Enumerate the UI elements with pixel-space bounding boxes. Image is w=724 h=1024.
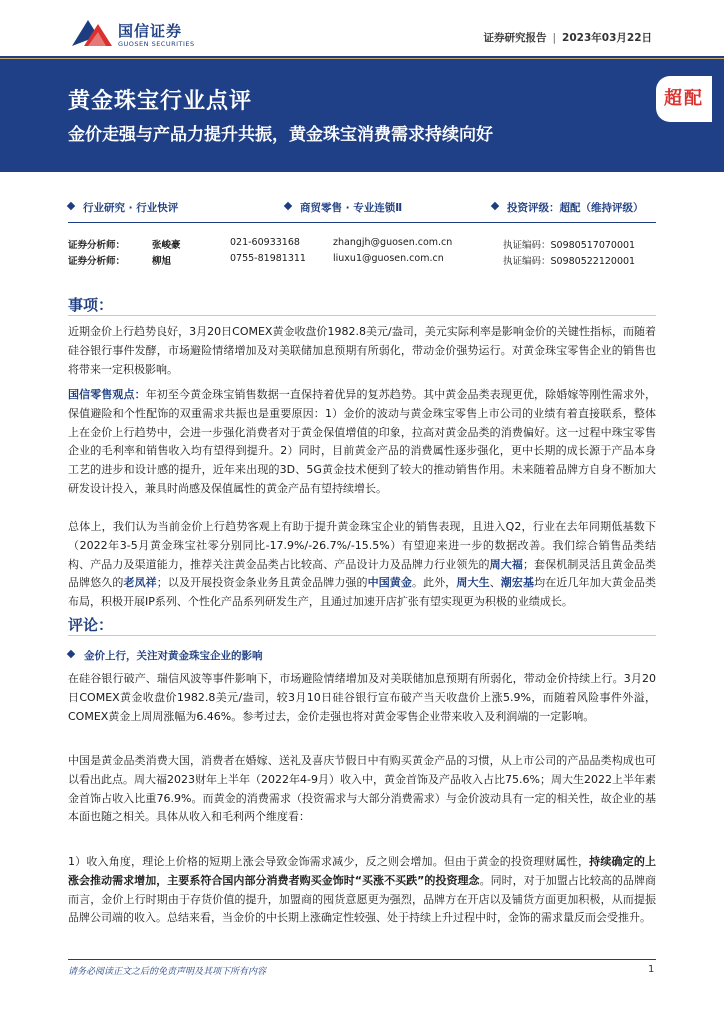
analyst-email[interactable]: liuxu1@guosen.com.cn (333, 253, 444, 264)
analyst-email[interactable]: zhangjh@guosen.com.cn (333, 237, 453, 248)
analyst-phone: 021-60933168 (230, 237, 300, 248)
analyst-name: 张峻豪 (152, 240, 181, 251)
report-title: 黄金珠宝行业点评 (68, 89, 253, 114)
company-name: 潮宏基 (500, 576, 535, 590)
diamond-icon (491, 202, 499, 210)
subsection-heading: 金价上行，关注对黄金珠宝企业的影响 (68, 648, 263, 663)
company-name: 中国黄金 (367, 576, 412, 590)
paragraph: 国信零售观点：年初至今黄金珠宝销售数据一直保持着优异的复苏趋势。其中黄金品类表现更优，除婚嫁等刚性需求外，保值避险和个性配饰的双重需求共振也是重要原因：1）金价的波动与黄金珠宝零售上市公司的业绩有着直接联系，整体上在金价上行趋势中，会进一步强化消费者对于黄金保值增值的印象，拉高对黄金品类的消费偏好。这一过程中珠宝零售企业的毛利率和销售收入均有望得到提升。2）同时，目前黄金产品的消费属性逐步强化，更中长期的成长源于产品本身工艺的进步和设计感的提升，近年来出现的3D、5G黄金技术便到了较大的推动销售作用。未来随着品牌方自身不断加大研发设计投入，兼具时尚感及保值属性的黄金产品有望持续增长。 (68, 388, 657, 495)
report-meta (484, 30, 653, 45)
section-title-comments: 评论： (68, 616, 114, 634)
rating-badge: 超配 (656, 76, 712, 122)
analyst-cert: 执证编码：S0980517070001 (503, 240, 636, 251)
diamond-icon (67, 650, 75, 658)
analyst-phone: 0755-81981311 (230, 253, 306, 264)
footer-divider (68, 959, 656, 960)
footer-disclaimer: 请务必阅读正文之后的免责声明及其项下所有内容 (68, 967, 267, 977)
report-date: 2023年03月22日 (562, 32, 652, 44)
report-subtitle: 金价走强与产品力提升共振，黄金珠宝消费需求持续向好 (68, 125, 493, 145)
analyst-label: 证券分析师： (68, 256, 126, 267)
meta-separator: | (552, 32, 557, 44)
banner-accent-line (0, 58, 724, 59)
page-number: 1 (648, 964, 655, 975)
analyst-cert: 执证编码：S0980522120001 (503, 256, 636, 267)
logo-subtext: GUOSEN SECURITIES (118, 40, 195, 48)
paragraph: 总体上，我们认为当前金价上行趋势客观上有助于提升黄金珠宝企业的销售表现，且进入Q2，行业在去年同期低基数下（2022年3-5月黄金珠宝社零分别同比-17.9%/-26.7%/-15.5%）有望迎来进一步的数据改善。我们综合销售品类结构、产品力及渠道能力，推荐关注黄金品类占比较高、产品设计力及品牌力行业领先的周大福；套保机制灵活且黄金品类品牌悠久的老凤祥；以及开展投资金条业务且黄金品牌力强的中国黄金。此外，周大生、潮宏基均在近几年加大黄金品类布局，积极开展IP系列、个性化产品系列研发生产，且通过加速开店扩张有望实现更为积极的业绩成长。 (68, 520, 657, 609)
report-type: 证券研究报告 (483, 32, 547, 44)
paragraph: 1）收入角度，理论上价格的短期上涨会导致金饰需求减少，反之则会增加。但由于黄金的投资理财属性，持续确定的上涨会推动需求增加，主要系符合国内部分消费者购买金饰时“买涨不买跌”的投资理念。同时，对于加盟占比较高的品牌商而言，金价上行时期由于存货价值的提升，加盟商的囤货意愿更为强烈，品牌方在开店以及铺货方面更加积极，从而提振品牌公司端的收入。总结来看，当金价的中长期上涨确定性较强、处于持续上升过程中时，金饰的需求量反而会受推升。 (68, 855, 657, 925)
emphasis-text: 持续确定的上涨会推动需求增加，主要系符合国内部分消费者购买金饰时“买涨不买跌”的投资理念 (68, 855, 657, 887)
logo-text: 国信证券 (118, 22, 183, 40)
paragraph: 中国是黄金品类消费大国，消费者在婚嫁、送礼及喜庆节假日中有购买黄金产品的习惯，从上市公司的产品品类构成也可以看出此点。周大福2023财年上半年（2022年4-9月）收入中，黄金首饰及产品收入占比75.6%；周大生2022上半年素金首饰占收入比重76.9%。而黄金的消费需求（投资需求与大部分消费需求）与金价波动具有一定的相关性，故企业的基本面也随之相关。具体从收入和毛利两个维度看： (68, 754, 656, 824)
paragraph: 在硅谷银行破产、瑞信风波等事件影响下，市场避险情绪增加及对美联储加息预期有所弱化，带动金价持续上行。3月20日COMEX黄金收盘价1982.8美元/盎司，较3月10日硅谷银行宣布破产当天收盘价上涨5.9%，而随着风险事件外溢，COMEX黄金上周周涨幅为6.46%。参考过去，金价走强也将对黄金零售企业带来收入及利润端的一定影响。 (68, 672, 656, 723)
section-divider (68, 315, 656, 316)
company-name: 老凤祥 (123, 576, 157, 590)
category-sector: 商贸零售 · 专业连锁Ⅱ (285, 200, 402, 215)
analyst-label: 证券分析师： (68, 240, 126, 251)
paragraph: 近期金价上行趋势良好，3月20日COMEX黄金收盘价1982.8美元/盎司，美元实际利率是影响金价的关键性指标，而随着硅谷银行事件发酵，市场避险情绪增加及对美联储加息预期有所弱化，带动金价强势运行。对黄金珠宝零售企业的销售也将带来一定积极影响。 (68, 325, 656, 376)
category-industry: 行业研究 · 行业快评 (68, 200, 178, 215)
company-name: 周大福 (489, 557, 523, 571)
category-rating: 投资评级：超配（维持评级） (492, 200, 644, 215)
company-name: 周大生 (456, 576, 490, 590)
diamond-icon (284, 202, 292, 210)
analyst-name: 柳旭 (152, 256, 172, 267)
section-title-events: 事项： (68, 296, 114, 314)
divider (68, 222, 656, 223)
guosen-logo-icon (68, 16, 114, 52)
view-label: 国信零售观点： (68, 388, 146, 401)
section-divider (68, 635, 656, 636)
diamond-icon (67, 202, 75, 210)
